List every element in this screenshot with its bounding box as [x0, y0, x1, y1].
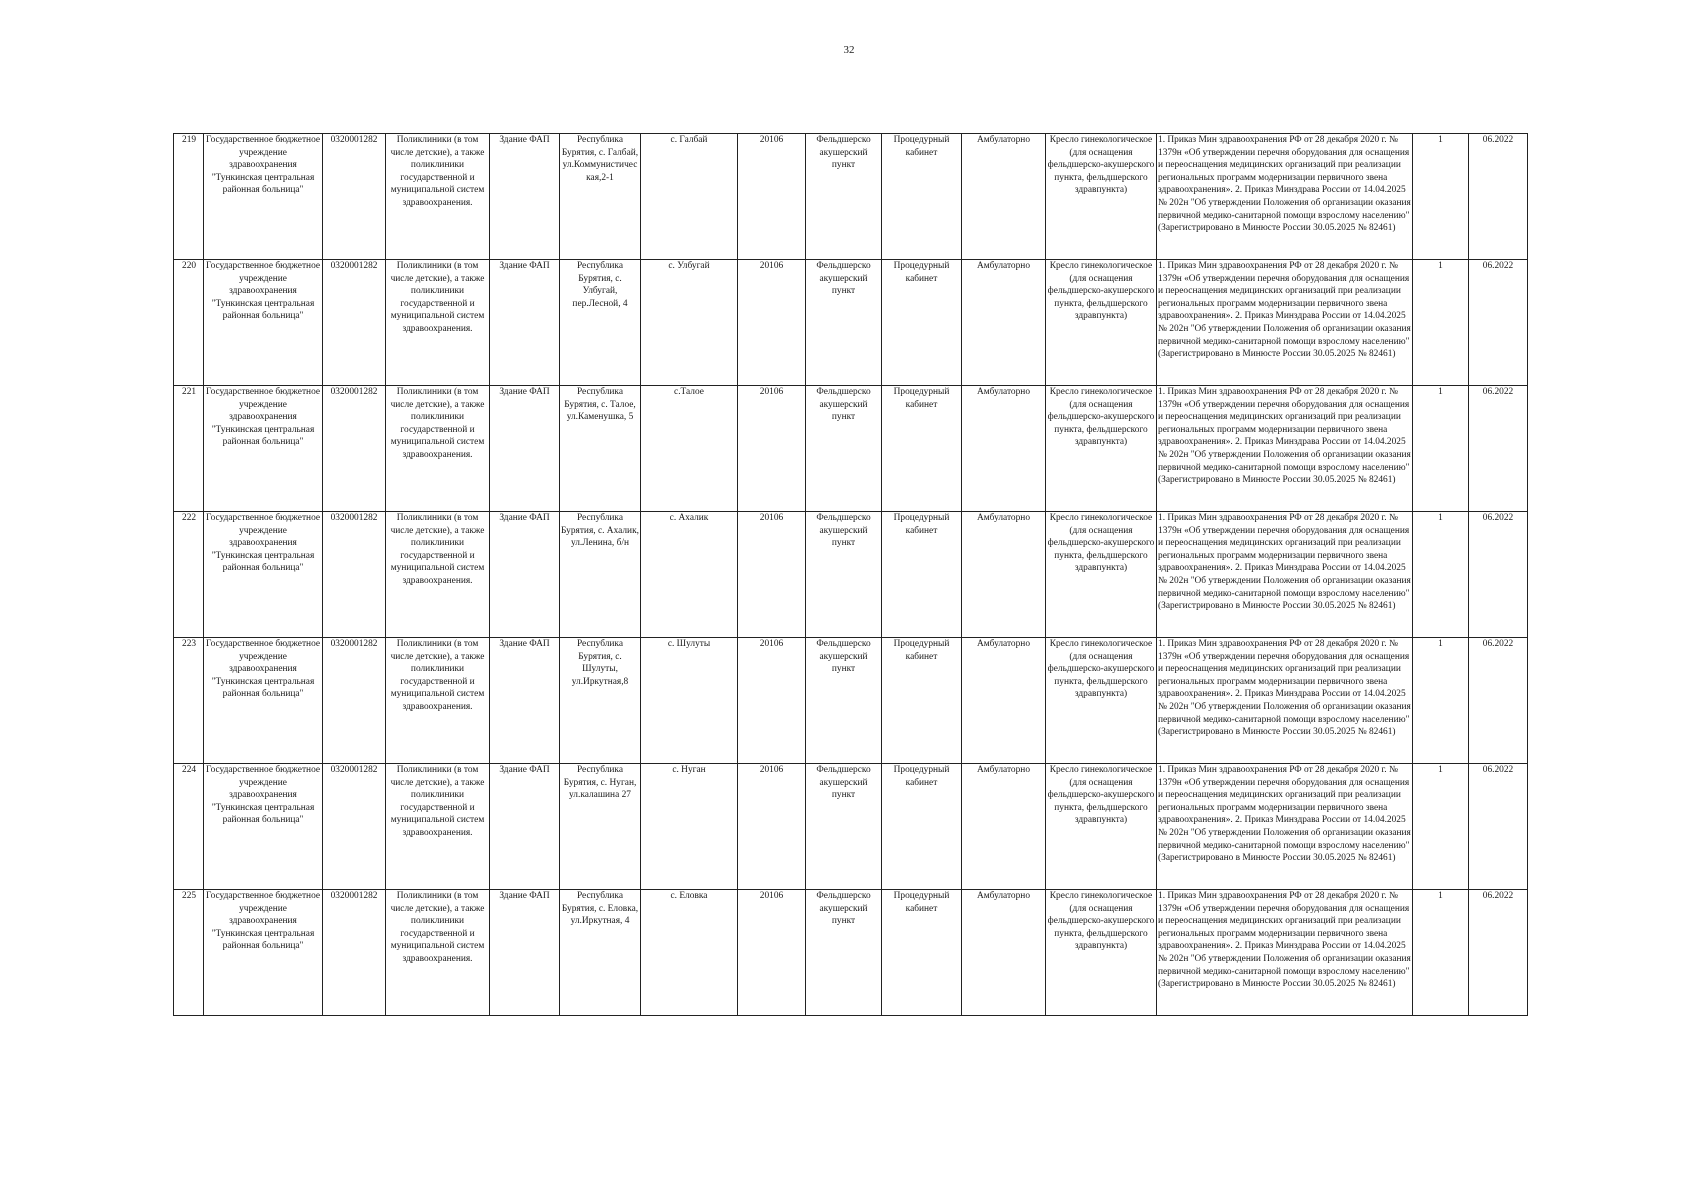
room: Процедурный кабинет — [882, 638, 962, 764]
date: 06.2022 — [1469, 386, 1528, 512]
table-row — [174, 638, 1528, 764]
settlement: с. Ахалик — [641, 512, 738, 638]
room: Процедурный кабинет — [882, 134, 962, 260]
legal-basis: 1. Приказ Мин здравоохранения РФ от 28 декабря 2020 г. № 1379н «Об утверждении перечня оборудования для оснащения и переоснащения медицинских организаций при реализации региональных программ модернизации первичного звена здравоохранения». 2. Приказ Минздрава России от 14.04.2025 № 202н "Об утверждении Положения об организации оказания первичной медико-санитарной помощи взрослому населению" (Зарегистрировано в Минюсте России 30.05.2025 № 82461) — [1157, 134, 1413, 260]
address: Республика Бурятия, с. Галбай, ул.Коммунистическая,2-1 — [560, 134, 641, 260]
unit-name: Фельдшерско акушерский пункт — [806, 134, 882, 260]
row-number: 223 — [174, 638, 204, 764]
building: Здание ФАП — [490, 260, 560, 386]
table-row — [174, 890, 1528, 1016]
date: 06.2022 — [1469, 260, 1528, 386]
quantity: 1 — [1413, 134, 1469, 260]
care-mode: Амбулаторно — [962, 134, 1046, 260]
table-row — [174, 386, 1528, 512]
organization-name: Государственное бюджетное учреждение здравоохранения "Тункинская центральная районная больница" — [204, 890, 323, 1016]
room: Процедурный кабинет — [882, 260, 962, 386]
address: Республика Бурятия, с. Ахалик, ул.Ленина, б/н — [560, 512, 641, 638]
equipment: Кресло гинекологическое (для оснащения фельдшерско-акушерского пункта, фельдшерского здравпункта) — [1046, 764, 1157, 890]
organization-name: Государственное бюджетное учреждение здравоохранения "Тункинская центральная районная больница" — [204, 764, 323, 890]
quantity: 1 — [1413, 764, 1469, 890]
address: Республика Бурятия, с. Талое, ул.Каменушка, 5 — [560, 386, 641, 512]
equipment: Кресло гинекологическое (для оснащения фельдшерско-акушерского пункта, фельдшерского здравпункта) — [1046, 386, 1157, 512]
legal-basis: 1. Приказ Мин здравоохранения РФ от 28 декабря 2020 г. № 1379н «Об утверждении перечня оборудования для оснащения и переоснащения медицинских организаций при реализации региональных программ модернизации первичного звена здравоохранения». 2. Приказ Минздрава России от 14.04.2025 № 202н "Об утверждении Положения об организации оказания первичной медико-санитарной помощи взрослому населению" (Зарегистрировано в Минюсте России 30.05.2025 № 82461) — [1157, 512, 1413, 638]
legal-basis: 1. Приказ Мин здравоохранения РФ от 28 декабря 2020 г. № 1379н «Об утверждении перечня оборудования для оснащения и переоснащения медицинских организаций при реализации региональных программ модернизации первичного звена здравоохранения». 2. Приказ Минздрава России от 14.04.2025 № 202н "Об утверждении Положения об организации оказания первичной медико-санитарной помощи взрослому населению" (Зарегистрировано в Минюсте России 30.05.2025 № 82461) — [1157, 890, 1413, 1016]
quantity: 1 — [1413, 638, 1469, 764]
unit-name: Фельдшерско акушерский пункт — [806, 386, 882, 512]
facility-type: Поликлиники (в том числе детские), а также поликлиники государственной и муниципальной систем здравоохранения. — [386, 260, 490, 386]
room: Процедурный кабинет — [882, 386, 962, 512]
organization-name: Государственное бюджетное учреждение здравоохранения "Тункинская центральная районная больница" — [204, 386, 323, 512]
unit-code: 20106 — [738, 512, 806, 638]
address: Республика Бурятия, с. Нуган, ул.калашина 27 — [560, 764, 641, 890]
care-mode: Амбулаторно — [962, 512, 1046, 638]
equipment: Кресло гинекологическое (для оснащения фельдшерско-акушерского пункта, фельдшерского здравпункта) — [1046, 890, 1157, 1016]
row-number: 220 — [174, 260, 204, 386]
address: Республика Бурятия, с. Улбугай, пер.Лесной, 4 — [560, 260, 641, 386]
unit-code: 20106 — [738, 134, 806, 260]
table-row — [174, 764, 1528, 890]
settlement: с.Талое — [641, 386, 738, 512]
building: Здание ФАП — [490, 890, 560, 1016]
care-mode: Амбулаторно — [962, 386, 1046, 512]
row-number: 222 — [174, 512, 204, 638]
page-number: 32 — [843, 44, 855, 56]
date: 06.2022 — [1469, 512, 1528, 638]
row-number: 219 — [174, 134, 204, 260]
unit-name: Фельдшерско акушерский пункт — [806, 512, 882, 638]
legal-basis: 1. Приказ Мин здравоохранения РФ от 28 декабря 2020 г. № 1379н «Об утверждении перечня оборудования для оснащения и переоснащения медицинских организаций при реализации региональных программ модернизации первичного звена здравоохранения». 2. Приказ Минздрава России от 14.04.2025 № 202н "Об утверждении Положения об организации оказания первичной медико-санитарной помощи взрослому населению" (Зарегистрировано в Минюсте России 30.05.2025 № 82461) — [1157, 260, 1413, 386]
settlement: с. Улбугай — [641, 260, 738, 386]
date: 06.2022 — [1469, 134, 1528, 260]
unit-code: 20106 — [738, 260, 806, 386]
unit-code: 20106 — [738, 386, 806, 512]
unit-name: Фельдшерско акушерский пункт — [806, 260, 882, 386]
date: 06.2022 — [1469, 890, 1528, 1016]
building: Здание ФАП — [490, 764, 560, 890]
settlement: с. Галбай — [641, 134, 738, 260]
unit-code: 20106 — [738, 638, 806, 764]
organization-code: 0320001282 — [323, 134, 386, 260]
building: Здание ФАП — [490, 638, 560, 764]
building: Здание ФАП — [490, 386, 560, 512]
organization-code: 0320001282 — [323, 512, 386, 638]
organization-name: Государственное бюджетное учреждение здравоохранения "Тункинская центральная районная больница" — [204, 638, 323, 764]
table-row — [174, 512, 1528, 638]
legal-basis: 1. Приказ Мин здравоохранения РФ от 28 декабря 2020 г. № 1379н «Об утверждении перечня оборудования для оснащения и переоснащения медицинских организаций при реализации региональных программ модернизации первичного звена здравоохранения». 2. Приказ Минздрава России от 14.04.2025 № 202н "Об утверждении Положения об организации оказания первичной медико-санитарной помощи взрослому населению" (Зарегистрировано в Минюсте России 30.05.2025 № 82461) — [1157, 638, 1413, 764]
unit-name: Фельдшерско акушерский пункт — [806, 764, 882, 890]
facility-type: Поликлиники (в том числе детские), а также поликлиники государственной и муниципальной систем здравоохранения. — [386, 386, 490, 512]
equipment: Кресло гинекологическое (для оснащения фельдшерско-акушерского пункта, фельдшерского здравпункта) — [1046, 512, 1157, 638]
settlement: с. Шулуты — [641, 638, 738, 764]
room: Процедурный кабинет — [882, 764, 962, 890]
table-row — [174, 134, 1528, 260]
care-mode: Амбулаторно — [962, 638, 1046, 764]
organization-code: 0320001282 — [323, 260, 386, 386]
care-mode: Амбулаторно — [962, 764, 1046, 890]
address: Республика Бурятия, с. Еловка, ул.Иркутная, 4 — [560, 890, 641, 1016]
organization-name: Государственное бюджетное учреждение здравоохранения "Тункинская центральная районная больница" — [204, 512, 323, 638]
legal-basis: 1. Приказ Мин здравоохранения РФ от 28 декабря 2020 г. № 1379н «Об утверждении перечня оборудования для оснащения и переоснащения медицинских организаций при реализации региональных программ модернизации первичного звена здравоохранения». 2. Приказ Минздрава России от 14.04.2025 № 202н "Об утверждении Положения об организации оказания первичной медико-санитарной помощи взрослому населению" (Зарегистрировано в Минюсте России 30.05.2025 № 82461) — [1157, 764, 1413, 890]
care-mode: Амбулаторно — [962, 890, 1046, 1016]
room: Процедурный кабинет — [882, 512, 962, 638]
building: Здание ФАП — [490, 512, 560, 638]
facility-type: Поликлиники (в том числе детские), а также поликлиники государственной и муниципальной систем здравоохранения. — [386, 764, 490, 890]
settlement: с. Еловка — [641, 890, 738, 1016]
date: 06.2022 — [1469, 638, 1528, 764]
organization-code: 0320001282 — [323, 386, 386, 512]
unit-name: Фельдшерско акушерский пункт — [806, 890, 882, 1016]
building: Здание ФАП — [490, 134, 560, 260]
organization-code: 0320001282 — [323, 764, 386, 890]
equipment: Кресло гинекологическое (для оснащения фельдшерско-акушерского пункта, фельдшерского здравпункта) — [1046, 638, 1157, 764]
address: Республика Бурятия, с. Шулуты, ул.Иркутная,8 — [560, 638, 641, 764]
table-row — [174, 260, 1528, 386]
row-number: 221 — [174, 386, 204, 512]
unit-name: Фельдшерско акушерский пункт — [806, 638, 882, 764]
quantity: 1 — [1413, 386, 1469, 512]
legal-basis: 1. Приказ Мин здравоохранения РФ от 28 декабря 2020 г. № 1379н «Об утверждении перечня оборудования для оснащения и переоснащения медицинских организаций при реализации региональных программ модернизации первичного звена здравоохранения». 2. Приказ Минздрава России от 14.04.2025 № 202н "Об утверждении Положения об организации оказания первичной медико-санитарной помощи взрослому населению" (Зарегистрировано в Минюсте России 30.05.2025 № 82461) — [1157, 386, 1413, 512]
quantity: 1 — [1413, 512, 1469, 638]
organization-name: Государственное бюджетное учреждение здравоохранения "Тункинская центральная районная больница" — [204, 134, 323, 260]
unit-code: 20106 — [738, 764, 806, 890]
equipment-table — [173, 133, 1528, 1016]
room: Процедурный кабинет — [882, 890, 962, 1016]
quantity: 1 — [1413, 890, 1469, 1016]
organization-name: Государственное бюджетное учреждение здравоохранения "Тункинская центральная районная больница" — [204, 260, 323, 386]
row-number: 225 — [174, 890, 204, 1016]
date: 06.2022 — [1469, 764, 1528, 890]
facility-type: Поликлиники (в том числе детские), а также поликлиники государственной и муниципальной систем здравоохранения. — [386, 890, 490, 1016]
organization-code: 0320001282 — [323, 638, 386, 764]
equipment: Кресло гинекологическое (для оснащения фельдшерско-акушерского пункта, фельдшерского здравпункта) — [1046, 134, 1157, 260]
facility-type: Поликлиники (в том числе детские), а также поликлиники государственной и муниципальной систем здравоохранения. — [386, 638, 490, 764]
equipment: Кресло гинекологическое (для оснащения фельдшерско-акушерского пункта, фельдшерского здравпункта) — [1046, 260, 1157, 386]
settlement: с. Нуган — [641, 764, 738, 890]
care-mode: Амбулаторно — [962, 260, 1046, 386]
facility-type: Поликлиники (в том числе детские), а также поликлиники государственной и муниципальной систем здравоохранения. — [386, 134, 490, 260]
quantity: 1 — [1413, 260, 1469, 386]
organization-code: 0320001282 — [323, 890, 386, 1016]
unit-code: 20106 — [738, 890, 806, 1016]
row-number: 224 — [174, 764, 204, 890]
facility-type: Поликлиники (в том числе детские), а также поликлиники государственной и муниципальной систем здравоохранения. — [386, 512, 490, 638]
